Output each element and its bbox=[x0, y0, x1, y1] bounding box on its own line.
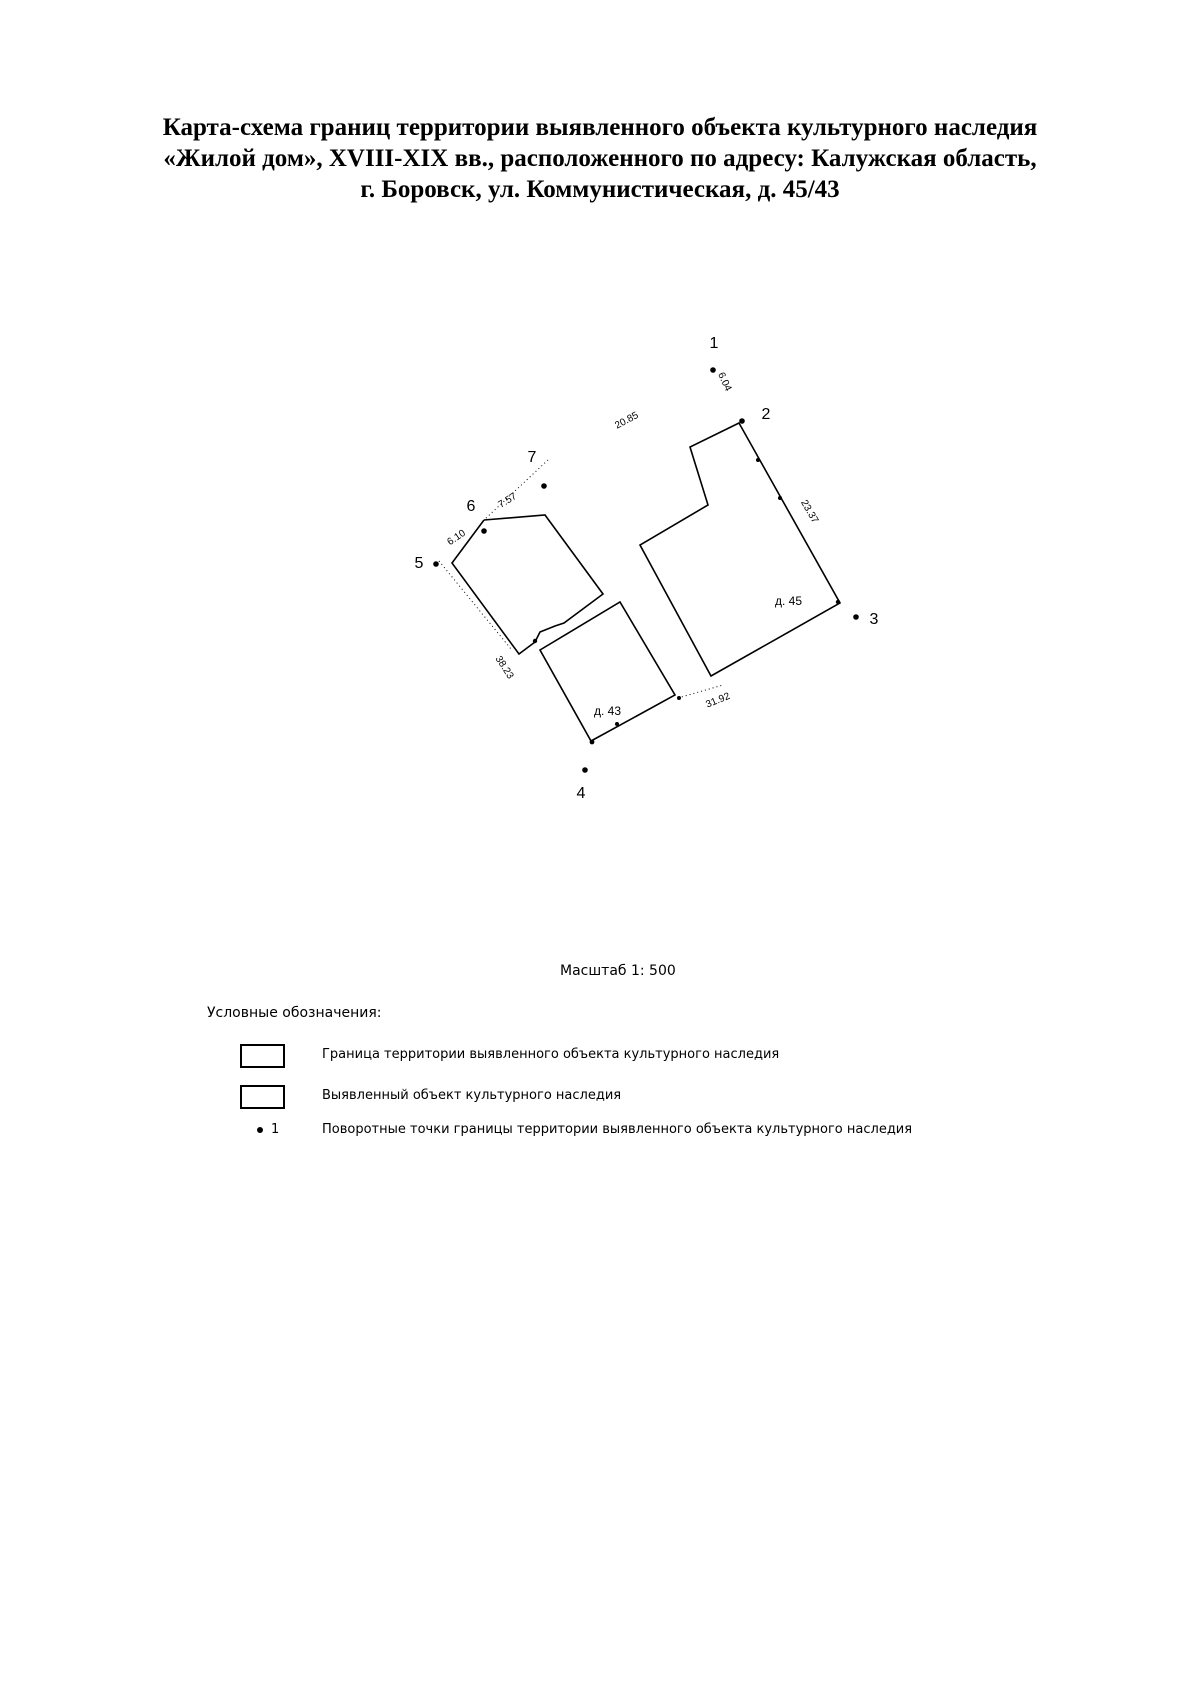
point-marker-icon bbox=[257, 1127, 263, 1133]
legend-swatch-point bbox=[257, 1122, 279, 1137]
turning-point-6-label: 6 bbox=[466, 498, 476, 515]
turning-point-5-dot bbox=[433, 561, 439, 567]
length-5-6: 6.10 bbox=[445, 527, 468, 548]
length-3-4: 31.92 bbox=[704, 690, 732, 711]
turning-point-5-label: 5 bbox=[414, 555, 424, 572]
legend-item-turning-points bbox=[240, 1122, 1040, 1150]
turning-point-2-label: 2 bbox=[761, 406, 771, 423]
legend-item-territory-boundary bbox=[240, 1044, 1040, 1072]
turning-point-7-label: 7 bbox=[527, 449, 537, 466]
node bbox=[615, 722, 619, 726]
legend-swatch-boundary bbox=[240, 1044, 285, 1068]
node bbox=[533, 639, 537, 643]
turning-points bbox=[415, 335, 879, 802]
house-45-label: д. 45 bbox=[775, 594, 803, 608]
node bbox=[677, 696, 681, 700]
node bbox=[590, 740, 595, 745]
turning-point-7-dot bbox=[541, 483, 547, 489]
legend-label-object: Выявленный объект культурного наследия bbox=[322, 1088, 622, 1103]
building-house-43-upper bbox=[452, 515, 603, 654]
legend-title: Условные обозначения: bbox=[207, 1005, 382, 1021]
node bbox=[756, 458, 760, 462]
turning-point-1-dot bbox=[710, 367, 716, 373]
length-7-2: 20.85 bbox=[613, 410, 641, 432]
building-house-43-lower bbox=[540, 602, 675, 741]
legend-item-heritage-object bbox=[240, 1085, 1040, 1113]
legend-label-boundary: Граница территории выявленного объекта культурного наследия bbox=[322, 1047, 780, 1062]
title-line-1: Карта-схема границ территории выявленного объекта культурного наследия bbox=[162, 114, 1038, 141]
title-line-3: г. Боровск, ул. Коммунистическая, д. 45/43 bbox=[360, 176, 840, 203]
node bbox=[778, 496, 782, 500]
turning-point-4-label: 4 bbox=[576, 785, 586, 802]
turning-point-3-label: 3 bbox=[869, 611, 879, 628]
building-house-45 bbox=[640, 423, 840, 676]
length-2-3: 23.37 bbox=[798, 498, 821, 526]
length-4-5: 38.23 bbox=[492, 654, 516, 682]
map-scale: Масштаб 1: 500 bbox=[560, 963, 676, 979]
length-1-2: 6.04 bbox=[715, 370, 734, 394]
territory-boundary bbox=[439, 460, 723, 698]
turning-point-3-dot bbox=[853, 614, 859, 620]
legend-label-points: Поворотные точки границы территории выявленного объекта культурного наследия bbox=[322, 1122, 913, 1137]
legend-point-number: 1 bbox=[271, 1122, 280, 1137]
turning-point-1-label: 1 bbox=[709, 335, 719, 352]
length-6-7: 7.57 bbox=[496, 491, 519, 511]
title-line-2: «Жилой дом», XVIII-XIX вв., расположенного по адресу: Калужская область, bbox=[163, 145, 1037, 172]
turning-point-6-dot bbox=[481, 528, 487, 534]
node bbox=[836, 600, 840, 604]
house-43-label: д. 43 bbox=[594, 704, 622, 718]
turning-point-2-dot bbox=[739, 418, 745, 424]
legend-swatch-object bbox=[240, 1085, 285, 1109]
turning-point-4-dot bbox=[582, 767, 588, 773]
